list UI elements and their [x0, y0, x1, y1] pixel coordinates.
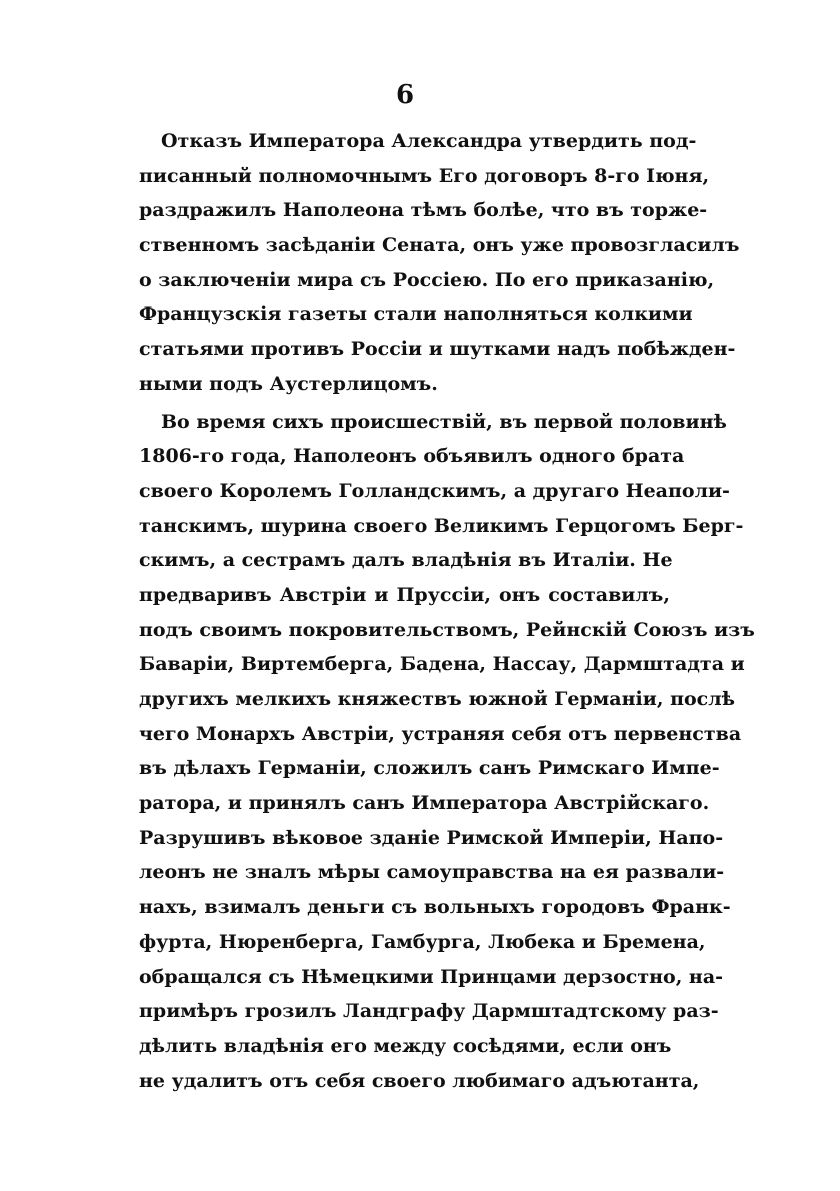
text-line: статьями противъ Россіи и шутками надъ побѣжден-: [139, 338, 736, 361]
text-line: Разрушивъ вѣковое зданіе Римской Имперіи, Напо-: [139, 826, 724, 849]
text-line: Отказъ Императора Александра утвердить под-: [161, 130, 697, 152]
text-line: раздражилъ Наполеона тѣмъ болѣе, что въ торже-: [139, 199, 708, 222]
text-line: другихъ мелкихъ княжествъ южной Германіи, послѣ: [139, 688, 735, 710]
text-line: чего Монархъ Австріи, устраняя себя отъ первенства: [139, 722, 742, 745]
page-text: [139, 124, 755, 1098]
text-line: 1806-го года, Наполеонъ объявилъ одного брата: [139, 445, 685, 468]
text-line: примѣръ грозилъ Ландграфу Дармштадтскому раз-: [139, 1000, 719, 1023]
text-line: Баваріи, Виртемберга, Бадена, Нассау, Дармштадта и: [139, 653, 745, 676]
paragraph-1: [139, 124, 740, 402]
text-line: леонъ не зналъ мѣры самоуправства на ея развали-: [139, 861, 725, 884]
text-line: обращался съ Нѣмецкими Принцами дерзостно, на-: [139, 965, 724, 988]
text-line: подъ своимъ покровительствомъ, Рейнскій Союзъ изъ: [139, 618, 755, 641]
text-line: скимъ, а сестрамъ далъ владѣнія въ Италіи. Не: [139, 549, 673, 572]
text-line: ными подъ Аустерлицомъ.: [139, 372, 438, 395]
text-line: въ дѣлахъ Германіи, сложилъ санъ Римскаго Импе-: [139, 757, 720, 780]
text-line: Французскія газеты стали наполняться колкими: [139, 303, 693, 326]
text-line: Во время сихъ происшествій, въ первой половинѣ: [161, 410, 727, 433]
text-line: писанный полномочнымъ Его договоръ 8-го Іюня,: [139, 164, 710, 187]
page-number: 6: [395, 80, 415, 110]
text-line: своего Королемъ Голландскимъ, а другаго Неаполи-: [139, 479, 730, 502]
paragraph-2: [139, 405, 755, 1099]
text-line: танскимъ, шурина своего Великимъ Герцогомъ Берг-: [139, 514, 744, 537]
text-line: ственномъ засѣданіи Сената, онъ уже провозгласилъ: [139, 234, 740, 257]
text-line: нахъ, взималъ деньги съ вольныхъ городовъ Франк-: [139, 896, 731, 919]
text-line: о заключеніи мира съ Россіею. По его приказанію,: [139, 268, 715, 291]
text-line: дѣлить владѣнія его между сосѣдями, если онъ: [139, 1034, 672, 1057]
text-line: фурта, Нюренберга, Гамбурга, Любека и Бремена,: [139, 930, 706, 953]
text-line: предваривъ Австріи и Пруссіи, онъ составилъ,: [139, 583, 670, 606]
text-line: не удалитъ отъ себя своего любимаго адъютанта,: [139, 1069, 700, 1092]
text-line: ратора, и принялъ санъ Императора Австрійскаго.: [139, 792, 710, 815]
